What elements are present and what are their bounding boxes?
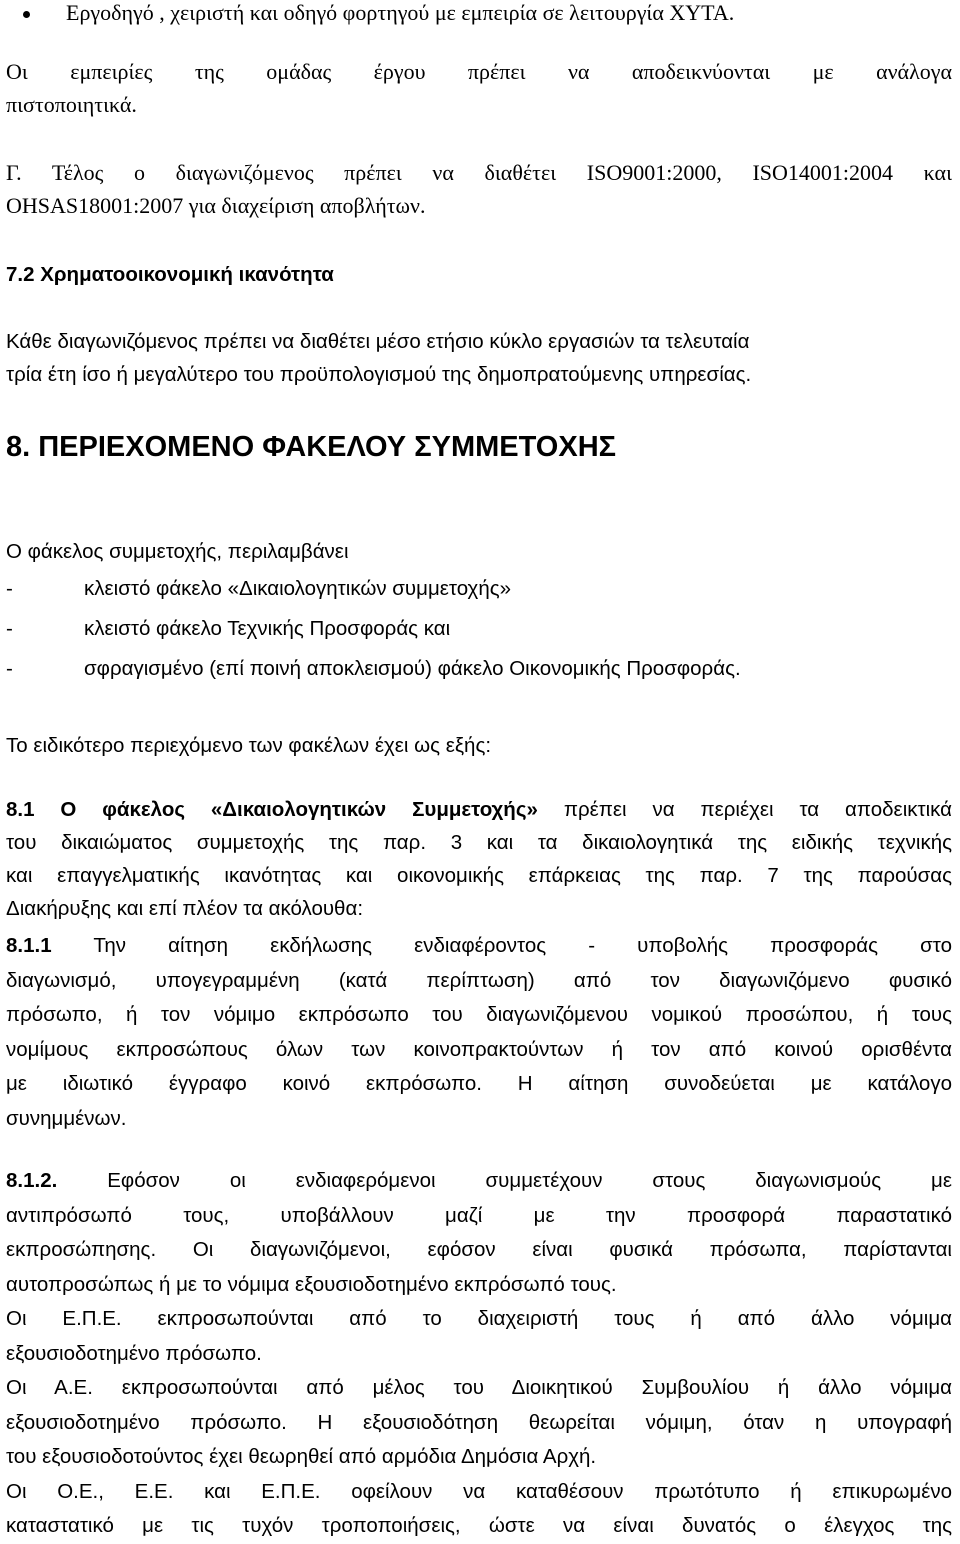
section-7-2-line-2: τρία έτη ίσο ή μεγαλύτερο του προϋπολογισμού της δημοπρατούμενης υπηρεσίας. — [6, 363, 752, 386]
section-7-2-paragraph — [6, 325, 952, 391]
section-8-list — [6, 569, 952, 689]
section-8-detail-intro: Το ειδικότερο περιεχόμενο των φακέλων έχει ως εξής: — [6, 734, 492, 757]
section-8-1-2-paragraph — [6, 1164, 952, 1544]
section-8-1-1-line-1: 8.1.1 Την αίτηση εκδήλωσης ενδιαφέροντος - υποβολής προσφοράς στο — [6, 934, 952, 957]
section-8-1-line-2: του δικαιώματος συμμετοχής της παρ. 3 και τα δικαιολογητικά της ειδικής τεχνικής — [6, 831, 952, 854]
section-8-1-line-3: και επαγγελματικής ικανότητας και οικονομικής επάρκειας της παρ. 7 της παρούσας — [6, 864, 952, 887]
section-8-1-2-line-1: 8.1.2. Εφόσον οι ενδιαφερόμενοι συμμετέχουν στους διαγωνισμούς με — [6, 1169, 952, 1192]
section-8-1-1-line-5: με ιδιωτικό έγγραφο κοινό εκπρόσωπο. Η αίτηση συνοδεύεται με κατάλογο — [6, 1072, 952, 1095]
section-8-1-line-4: Διακήρυξης και επί πλέον τα ακόλουθα: — [6, 897, 364, 920]
section-8-1-1-line-2: διαγωνισμό, υπογεγραμμένη (κατά περίπτωση) από τον διαγωνιζόμενο φυσικό — [6, 968, 952, 992]
section-7-2-line-1: Κάθε διαγωνιζόμενος πρέπει να διαθέτει μέσο ετήσιο κύκλο εργασιών τα τελευταία — [6, 330, 750, 353]
section-7-2-heading: 7.2 Χρηματοοικονομική ικανότητα — [6, 263, 334, 286]
iso-note-line-1: Γ. Τέλος ο διαγωνιζόμενος πρέπει να διαθέτει ISO9001:2000, ISO14001:2004 και — [6, 160, 952, 185]
oe-line-2: καταστατικό με τις τυχόν τροποποιήσεις, ώστε να είναι δυνατός ο έλεγχος της — [6, 1514, 952, 1537]
section-8-1-1-number: 8.1.1 — [6, 934, 52, 957]
section-8-heading: 8. ΠΕΡΙΕΧΟΜΕΝΟ ΦΑΚΕΛΟΥ ΣΥΜΜΕΤΟΧΗΣ — [6, 431, 617, 463]
bullet-icon — [23, 11, 30, 18]
section-8-1-2-line-3: εκπροσώπησης. Οι διαγωνιζόμενοι, εφόσον είναι φυσικά πρόσωπα, παρίστανται — [6, 1238, 952, 1261]
section-8-1-line-1: 8.1 Ο φάκελος «Δικαιολογητικών Συμμετοχής» πρέπει να περιέχει τα αποδεικτικά — [6, 798, 952, 821]
bullet-text: Εργοδηγό , χειριστή και οδηγό φορτηγού με εμπειρία σε λειτουργία ΧΥΤΑ. — [66, 0, 735, 25]
ae-line-2: εξουσιοδοτημένο πρόσωπο. Η εξουσιοδότηση θεωρείται νόμιμη, όταν η υπογραφή — [6, 1410, 952, 1434]
section-8-1-paragraph — [6, 793, 952, 925]
bullet-item — [6, 0, 952, 29]
ae-line-3: του εξουσιοδοτούντος έχει θεωρηθεί από αρμόδια Δημόσια Αρχή. — [6, 1445, 597, 1468]
experience-note-line-2: πιστοποιητικά. — [6, 92, 137, 117]
ae-line-1: Οι Α.Ε. εκπροσωπούνται από μέλος του Διοικητικού Συμβουλίου ή άλλο νόμιμα — [6, 1376, 952, 1399]
section-8-1-1-line-3: πρόσωπο, ή τον νόμιμο εκπρόσωπο του διαγωνιζόμενου νομικού προσώπου, ή τους — [6, 1003, 952, 1026]
section-8-1-2-line-4: αυτοπροσώπως ή με το νόμιμα εξουσιοδοτημένο εκπρόσωπό τους. — [6, 1272, 617, 1296]
section-8-1-1-paragraph — [6, 929, 952, 1136]
iso-note-line-2: OHSAS18001:2007 για διαχείριση αποβλήτων. — [6, 193, 426, 218]
section-8-1-1-line-6: συνημμένων. — [6, 1106, 127, 1130]
list-item: - κλειστό φάκελο Τεχνικής Προσφοράς και — [6, 617, 451, 640]
oe-line-1: Οι Ο.Ε., Ε.Ε. και Ε.Π.Ε. οφείλουν να καταθέσουν πρωτότυπο ή επικυρωμένο — [6, 1479, 952, 1503]
section-8-1-1-line-4: νομίμους εκπροσώπους όλων των κοινοπρακτούντων ή τον από κοινού ορισθέντα — [6, 1037, 952, 1061]
experience-note — [6, 55, 952, 121]
section-8-intro: Ο φάκελος συμμετοχής, περιλαμβάνει — [6, 540, 349, 563]
experience-note-line-1: Οι εμπειρίες της ομάδας έργου πρέπει να αποδεικνύονται με ανάλογα — [6, 59, 952, 84]
list-item: - κλειστό φάκελο «Δικαιολογητικών συμμετοχής» — [6, 577, 511, 600]
iso-note — [6, 156, 952, 222]
epe-line-1: Οι Ε.Π.Ε. εκπροσωπούνται από το διαχειριστή τους ή από άλλο νόμιμα — [6, 1307, 952, 1330]
section-8-1-bold-lead: 8.1 Ο φάκελος «Δικαιολογητικών Συμμετοχής» — [6, 798, 538, 821]
section-8-1-2-number: 8.1.2. — [6, 1169, 58, 1192]
list-item: - σφραγισμένο (επί ποινή αποκλεισμού) φάκελο Οικονομικής Προσφοράς. — [6, 657, 741, 680]
section-8-1-2-line-2: αντιπρόσωπό τους, υποβάλλουν μαζί με την προσφορά παραστατικό — [6, 1203, 952, 1227]
epe-line-2: εξουσιοδοτημένο πρόσωπο. — [6, 1341, 262, 1365]
